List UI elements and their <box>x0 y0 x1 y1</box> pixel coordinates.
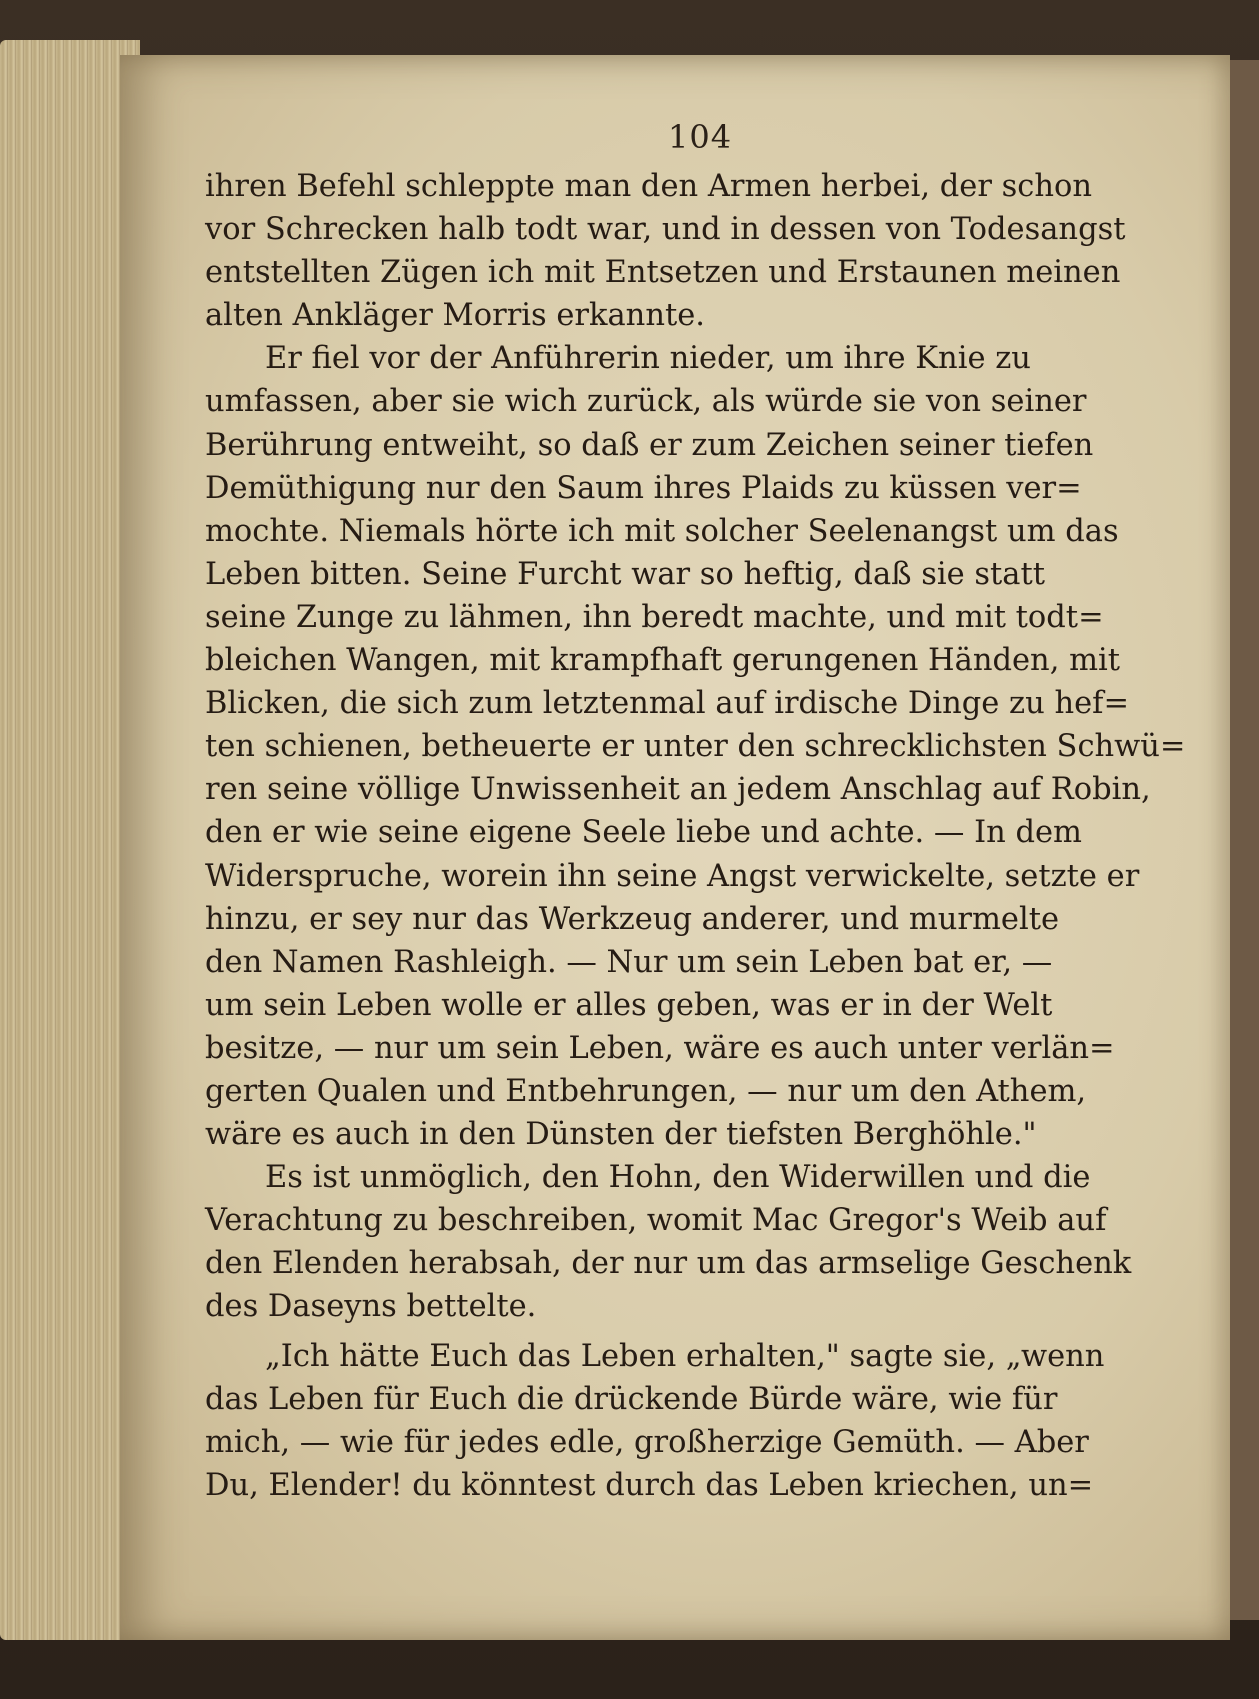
text-line: vor Schrecken halb todt war, und in dessen von Todesangst <box>205 212 1126 248</box>
text-line: um sein Leben wolle er alles geben, was er in der Welt <box>205 987 1053 1023</box>
text-line: wäre es auch in den Dünsten der tiefsten Berghöhle." <box>205 1117 1037 1153</box>
text-line: Du, Elender! du könntest durch das Leben kriechen, un= <box>205 1467 1094 1503</box>
text-line: entstellten Zügen ich mit Entsetzen und Erstaunen meinen <box>205 255 1121 291</box>
page-text <box>205 165 1186 1507</box>
text-line: Verachtung zu beschreiben, womit Mac Gregor's Weib auf <box>205 1203 1107 1239</box>
text-line: das Leben für Euch die drückende Bürde wäre, wie für <box>205 1381 1058 1417</box>
paragraph-start-line: Es ist unmöglich, den Hohn, den Widerwillen und die <box>265 1160 1091 1196</box>
text-line: hinzu, er sey nur das Werkzeug anderer, und murmelte <box>205 901 1059 937</box>
text-line: ren seine völlige Unwissenheit an jedem Anschlag auf Robin, <box>205 772 1151 808</box>
text-line: ten schienen, betheuerte er unter den schrecklichsten Schwü= <box>205 729 1186 765</box>
text-line: umfassen, aber sie wich zurück, als würde sie von seiner <box>205 384 1087 420</box>
text-line: den er wie seine eigene Seele liebe und achte. — In dem <box>205 815 1082 851</box>
text-line: mich, — wie für jedes edle, großherzige Gemüth. — Aber <box>205 1424 1089 1460</box>
text-line: den Namen Rashleigh. — Nur um sein Leben bat er, — <box>205 944 1053 980</box>
paragraph-start-line: „Ich hätte Euch das Leben erhalten," sagte sie, „wenn <box>265 1338 1105 1374</box>
text-line: gerten Qualen und Entbehrungen, — nur um den Athem, <box>205 1073 1087 1109</box>
page-number: 104 <box>668 118 733 156</box>
text-line: Berührung entweiht, so daß er zum Zeichen seiner tiefen <box>205 427 1094 463</box>
text-line: seine Zunge zu lähmen, ihn beredt machte, und mit todt= <box>205 599 1104 635</box>
page-edges <box>0 40 140 1640</box>
text-line: alten Ankläger Morris erkannte. <box>205 298 705 334</box>
text-line: Widerspruche, worein ihn seine Angst verwickelte, setzte er <box>205 858 1140 894</box>
paragraph-start-line: Er fiel vor der Anführerin nieder, um ihre Knie zu <box>265 341 1031 377</box>
text-line: Blicken, die sich zum letztenmal auf irdische Dinge zu hef= <box>205 686 1129 722</box>
text-line: ihren Befehl schleppte man den Armen herbei, der schon <box>205 169 1092 204</box>
text-line: des Daseyns bettelte. <box>205 1289 537 1325</box>
text-line: den Elenden herabsah, der nur um das armselige Geschenk <box>205 1246 1132 1282</box>
text-line: Leben bitten. Seine Furcht war so heftig, daß sie statt <box>205 556 1045 592</box>
text-line: mochte. Niemals hörte ich mit solcher Seelenangst um das <box>205 513 1119 549</box>
text-line: bleichen Wangen, mit krampfhaft gerungenen Händen, mit <box>205 643 1121 679</box>
text-line: Demüthigung nur den Saum ihres Plaids zu küssen ver= <box>205 470 1082 506</box>
text-line: besitze, — nur um sein Leben, wäre es auch unter verlän= <box>205 1030 1115 1066</box>
